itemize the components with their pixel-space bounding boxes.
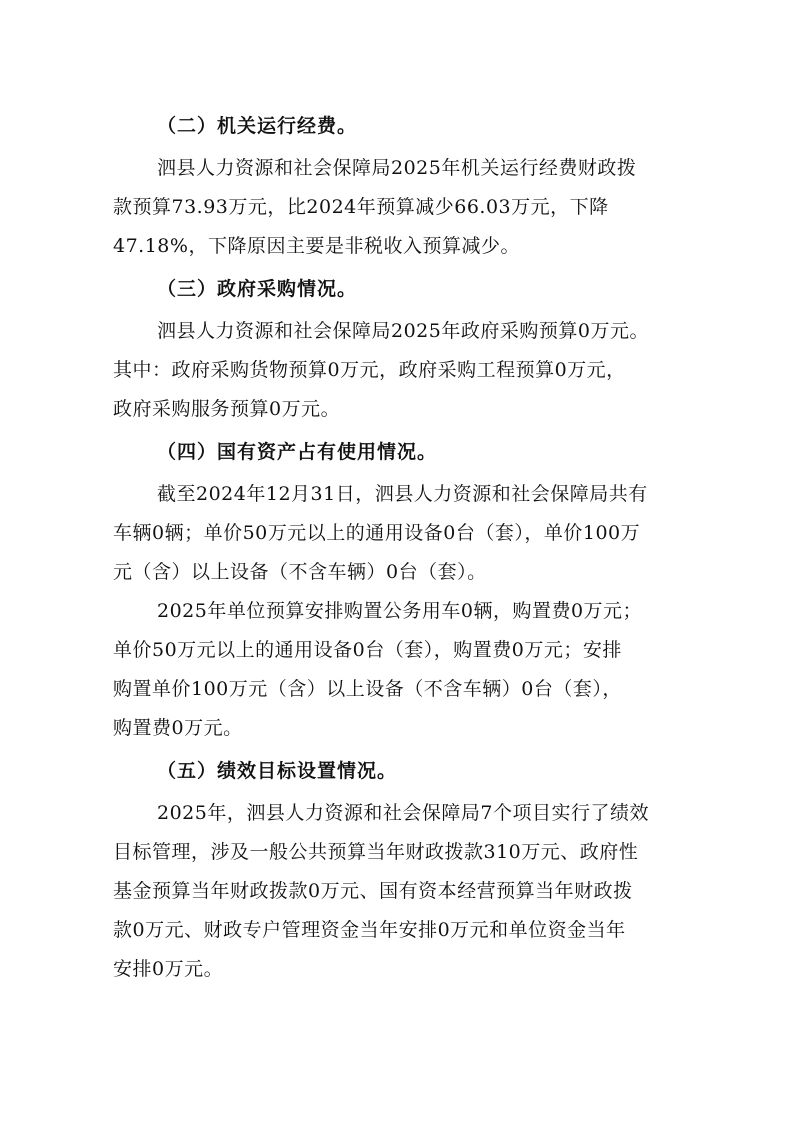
- text-line: 截至2024年12月31日，泗县人力资源和社会保障局共有: [157, 483, 648, 505]
- text-line: 2025年，泗县人力资源和社会保障局7个项目实行了绩效: [157, 802, 649, 824]
- text-line: 47.18%，下降原因主要是非税收入预算减少。: [113, 235, 520, 257]
- text-line: 政府采购服务预算0万元。: [113, 398, 341, 420]
- text-line: 购置费0万元。: [113, 717, 243, 739]
- section-heading-state-assets: （四）国有资产占有使用情况。: [157, 441, 438, 463]
- paragraph-operating-expenses: [113, 149, 683, 266]
- text-line: 元（含）以上设备（不含车辆）0台（套）。: [113, 561, 487, 583]
- text-line: 基金预算当年财政拨款0万元、国有资本经营预算当年财政拨: [113, 880, 633, 902]
- section-heading-performance-targets: （五）绩效目标设置情况。: [157, 760, 398, 782]
- text-line: 2025年单位预算安排购置公务用车0辆，购置费0万元；: [157, 600, 643, 622]
- text-line: 其中：政府采购货物预算0万元，政府采购工程预算0万元，: [113, 359, 626, 381]
- paragraph-state-assets-status: [113, 475, 683, 592]
- text-line: 安排0万元。: [113, 958, 224, 980]
- text-line: 款0万元、财政专户管理资金当年安排0万元和单位资金当年: [113, 919, 626, 941]
- text-line: 目标管理，涉及一般公共预算当年财政拨款310万元、政府性: [113, 841, 639, 863]
- text-line: 泗县人力资源和社会保障局2025年机关运行经费财政拨: [157, 157, 637, 179]
- text-line: 车辆0辆；单价50万元以上的通用设备0台（套），单价100万: [113, 522, 641, 544]
- paragraph-performance-targets: [113, 794, 683, 989]
- paragraph-state-assets-budget: [113, 592, 683, 748]
- text-line: 款预算73.93万元，比2024年预算减少66.03万元，下降: [113, 196, 609, 218]
- paragraph-government-procurement: [113, 312, 683, 429]
- section-heading-operating-expenses: （二）机关运行经费。: [157, 115, 358, 137]
- section-heading-government-procurement: （三）政府采购情况。: [157, 278, 358, 300]
- text-line: 单价50万元以上的通用设备0台（套），购置费0万元；安排: [113, 639, 622, 661]
- text-line: 购置单价100万元（含）以上设备（不含车辆）0台（套），: [113, 678, 622, 700]
- text-line: 泗县人力资源和社会保障局2025年政府采购预算0万元。: [157, 320, 649, 342]
- document-body: [113, 103, 683, 989]
